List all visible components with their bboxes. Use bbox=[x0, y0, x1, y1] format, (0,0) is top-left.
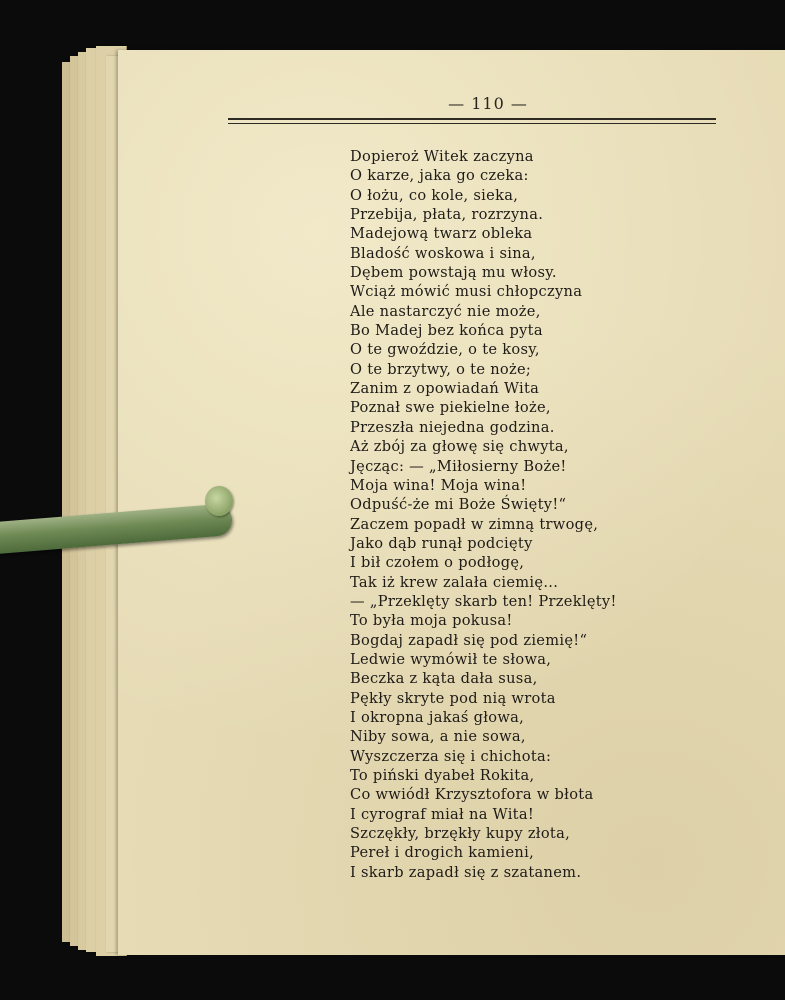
poem-text bbox=[350, 147, 770, 882]
poem-line: Co wwiódł Krzysztofora w błota bbox=[350, 786, 594, 804]
poem-line: Pereł i drogich kamieni, bbox=[350, 844, 535, 862]
poem-line: Ale nastarczyć nie może, bbox=[350, 302, 541, 320]
poem-line: I skarb zapadł się z szatanem. bbox=[350, 863, 582, 881]
poem-line: Wyszczerza się i chichota: bbox=[350, 747, 552, 765]
header-rule-thin bbox=[228, 123, 716, 124]
poem-line: Bogdaj zapadł się pod ziemię!“ bbox=[350, 631, 588, 649]
poem-line: Dębem powstają mu włosy. bbox=[350, 264, 557, 282]
poem-line: Zaczem popadł w zimną trwogę, bbox=[350, 515, 599, 533]
poem-line: Ledwie wymówił te słowa, bbox=[350, 650, 552, 668]
poem-line: Przebija, płata, rozrzyna. bbox=[350, 206, 544, 224]
poem-line: Wciąż mówić musi chłopczyna bbox=[350, 283, 583, 301]
poem-line: Odpuść-że mi Boże Święty!“ bbox=[350, 496, 567, 514]
poem-line: Bladość woskowa i sina, bbox=[350, 244, 536, 262]
header-rule bbox=[228, 118, 716, 120]
bookmark-ribbon-tip[interactable] bbox=[205, 486, 233, 516]
poem-line: Przeszła niejedna godzina. bbox=[350, 418, 555, 436]
poem-line: O te gwoździe, o te kosy, bbox=[350, 341, 540, 359]
poem-line: I okropna jakaś głowa, bbox=[350, 708, 525, 726]
poem-line: Bo Madej bez końca pyta bbox=[350, 322, 543, 340]
poem-line: Moja wina! Moja wina! bbox=[350, 476, 527, 494]
poem-line: Jęcząc: — „Miłosierny Boże! bbox=[350, 457, 567, 475]
poem-line: To piński dyabeł Rokita, bbox=[350, 767, 535, 784]
poem-line: Szczękły, brzękły kupy złota, bbox=[350, 825, 571, 843]
poem-line: Madejową twarz obleka bbox=[350, 225, 533, 243]
poem-line: To była moja pokusa! bbox=[350, 612, 513, 630]
poem-line: I cyrograf miał na Wita! bbox=[350, 805, 534, 823]
poem-line: Dopieroż Witek zaczyna bbox=[350, 148, 534, 165]
poem-line: Aż zbój za głowę się chwyta, bbox=[350, 438, 569, 456]
page-number: — 110 — bbox=[448, 94, 528, 113]
poem-line: Niby sowa, a nie sowa, bbox=[350, 728, 526, 746]
poem-line: O karze, jaka go czeka: bbox=[350, 167, 529, 185]
poem-line: Zanim z opowiadań Wita bbox=[350, 380, 540, 398]
poem-line: Tak iż krew zalała ciemię... bbox=[350, 573, 559, 591]
poem-line: Poznał swe piekielne łoże, bbox=[350, 399, 551, 417]
poem-line: Beczka z kąta dała susa, bbox=[350, 670, 538, 688]
poem-line: Pękły skryte pod nią wrota bbox=[350, 689, 556, 707]
poem-line: O te brzytwy, o te noże; bbox=[350, 360, 532, 378]
poem-line: Jako dąb runął podcięty bbox=[350, 534, 533, 552]
poem-line: O łożu, co kole, sieka, bbox=[350, 186, 519, 204]
poem-line: I bił czołem o podłogę, bbox=[350, 554, 525, 572]
poem-line: — „Przeklęty skarb ten! Przeklęty! bbox=[350, 592, 617, 610]
